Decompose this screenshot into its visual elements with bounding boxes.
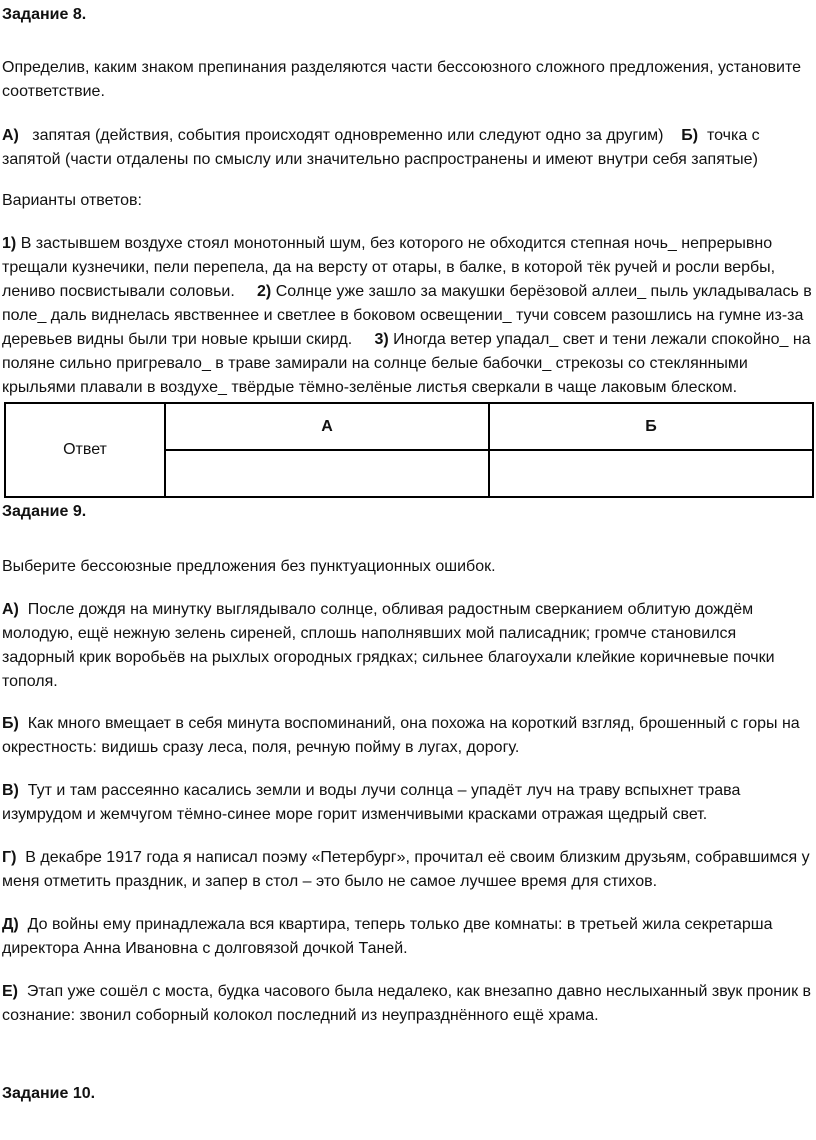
task8-options [2, 124, 812, 172]
item-marker: А) [2, 601, 19, 618]
task9-item [2, 779, 812, 827]
option-b-text: точка с запятой (части отдалены по смыслу или значительно распространены и имеют внутри себя запятые) [2, 127, 760, 168]
item-text: До войны ему принадлежала вся квартира, теперь только две комнаты: в третьей жила секретарша директора Анна Ивановна с долговязой дочкой Таней. [2, 916, 773, 957]
answer-column-a: А [165, 403, 489, 450]
answer-cell-a[interactable] [165, 450, 489, 497]
variant-1-text: В застывшем воздухе стоял монотонный шум, без которого не обходится степная ночь_ непрерывно трещали кузнечики, пели перепела, да на версту от отары, в балке, в которой тёк ручей и росли вербы, лениво посвистывали соловьи. [2, 235, 776, 300]
answer-row-label: Ответ [5, 403, 165, 497]
task10-title: Задание 10. [2, 1085, 96, 1102]
task9-item [2, 712, 812, 760]
answer-table [4, 402, 814, 498]
item-text: После дождя на минутку выглядывало солнце, обливая радостным сверканием облитую дождём молодую, ещё нежную зелень сиреней, сплошь наполнявших мой палисадник; громче становился задорный крик воробьёв на рыхлых огородных грядках; сильнее благоухали клейкие коричневые почки тополя. [2, 601, 775, 690]
variant-2-marker: 2) [257, 283, 272, 300]
task9-item [2, 598, 812, 694]
variants-label: Варианты ответов: [2, 192, 142, 209]
item-marker: В) [2, 782, 19, 799]
option-a-marker: А) [2, 127, 19, 144]
item-text: Этап уже сошёл с моста, будка часового была недалеко, как внезапно давно неслыханный звук проник в сознание: звонил соборный колокол последний из неупразднённого ещё храма. [2, 983, 812, 1024]
item-text: Как много вмещает в себя минута воспоминаний, она похожа на короткий взгляд, брошенный с горы на окрестность: видишь сразу леса, поля, речную пойму в лугах, дорогу. [2, 715, 800, 756]
answer-cell-b[interactable] [489, 450, 813, 497]
task8-variants [2, 232, 812, 400]
answer-column-b: Б [489, 403, 813, 450]
task9-item [2, 980, 812, 1028]
variant-3-text: Иногда ветер упадал_ свет и тени лежали спокойно_ на поляне сильно пригревало_ в траве замирали на солнце белые бабочки_ стрекозы со стеклянными крыльями плавали в воздухе_ твёрдые тёмно-зелёные листья сверкали в чаще лаковым блеском. [2, 331, 811, 396]
item-marker: Г) [2, 849, 17, 866]
item-text: Тут и там рассеянно касались земли и воды лучи солнца – упадёт луч на траву вспыхнет трава изумрудом и жемчугом тёмно-синее море горит изменчивыми красками отражая щедрый свет. [2, 782, 741, 823]
option-a-text: запятая (действия, события происходят одновременно или следуют одно за другим) [32, 127, 664, 144]
variant-1-marker: 1) [2, 235, 17, 252]
item-marker: Б) [2, 715, 19, 732]
item-text: В декабре 1917 года я написал поэму «Петербург», прочитал её своим близким друзьям, собравшимся у меня отметить праздник, и запер в стол – это было не самое лучшее время для стихов. [2, 849, 810, 890]
task8-instruction: Определив, каким знаком препинания разделяются части бессоюзного сложного предложения, установите соответствие. [2, 59, 802, 100]
item-marker: Е) [2, 983, 18, 1000]
task9-title: Задание 9. [2, 503, 87, 520]
variant-3-marker: 3) [374, 331, 389, 348]
task9-item [2, 913, 812, 961]
variant-2-text: Солнце уже зашло за макушки берёзовой аллеи_ пыль укладывалась в поле_ даль виднелась явственнее и светлее в боковом освещении_ тучи совсем разошлись на гумне из-за деревьев видны были три новые крыши скирд. [2, 283, 812, 348]
option-b-marker: Б) [681, 127, 699, 144]
task9-instruction: Выберите бессоюзные предложения без пунктуационных ошибок. [2, 558, 496, 575]
item-marker: Д) [2, 916, 19, 933]
task8-title: Задание 8. [2, 6, 87, 23]
task9-item [2, 846, 812, 894]
